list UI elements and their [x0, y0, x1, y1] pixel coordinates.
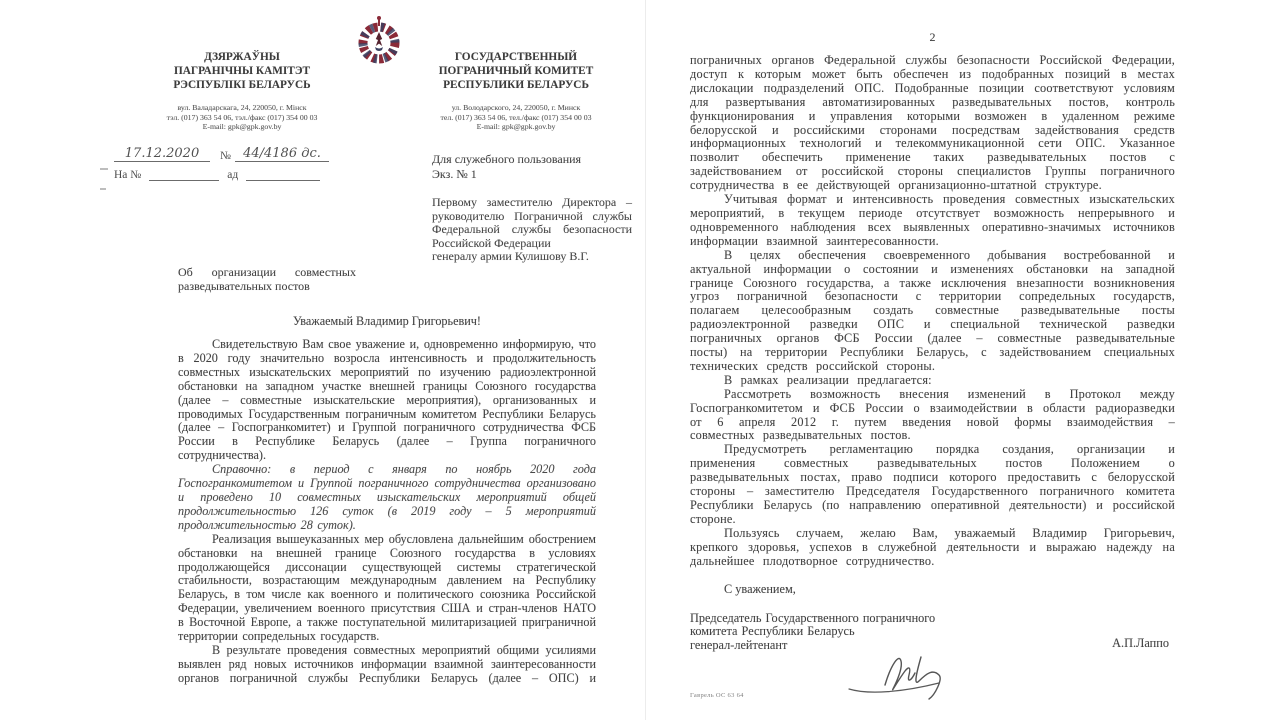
org-name-line: ГОСУДАРСТВЕННЫЙ [454, 51, 578, 63]
ref-no-label: № [220, 150, 231, 162]
signer-position-line: комитета Республики Беларусь [690, 624, 855, 639]
org-address-line: ул. Володарского, 24, 220050, г. Минск [451, 103, 581, 112]
body-paragraph: пограничных органов Федеральной службы безопасности Российской Федерации, доступ к которым может быть обеспечен из подобранных позиций в местах дислокации подразделений ОПС. Подобранные позиции соответствуют условиям для развертывания автоматизированных разведывательных постов, контроль функционирования и управления которыми возможен в удаленном режиме белорусской и российскими сторонами посредствам задействования средств информационных технологий и телекоммуникационной сети ОПС. Указанное позволит обеспечить применение таких разведывательных постов с задействованием от российской стороны специалистов Группы пограничного сотрудничества в ее действующей организационно-штатной структуре. [690, 53, 1175, 193]
org-name-line: РЕСПУБЛИКИ БЕЛАРУСЬ [443, 79, 589, 91]
signer-position-line: генерал-лейтенант [690, 637, 788, 652]
body-paragraph: Пользуясь случаем, желаю Вам, уважаемый Владимир Григорьевич, крепкого здоровья, успехов в служебной деятельности и выражаю надежду на дальнейшее плодотворное сотрудничество. [690, 525, 1175, 568]
subject-line: Об организации совместных [178, 265, 356, 279]
body-paragraph: Предусмотреть регламентацию порядка создания, организации и применения совместных разведывательных постов Положением о разведывательных постах, право подписи которого предоставить с белорусской стороны – заместителю Председателя Государственного пограничного комитета Республики Беларусь (по направлению оперативной деятельности) и российской стороне. [690, 442, 1175, 526]
body-paragraph: В рамках реализации предлагается: [724, 372, 932, 387]
copy-number-line: Экз. № 1 [432, 167, 477, 181]
closing: С уважением, [724, 581, 796, 596]
handwritten-signature [843, 645, 983, 710]
org-address-line: вул. Валадарскага, 24, 220050, г. Мінск [177, 103, 307, 112]
page-number: 2 [929, 30, 936, 44]
reference-note: Справочно: в период с января по ноябрь 2020 года Госпогранкомитетом и Группой пограничного сотрудничества организовано и проведено 10 совместных изыскательских мероприятий общей продолжительностью 126 суток (в 2019 году – 5 мероприятий продолжительностью 28 суток). [178, 462, 596, 532]
org-block-russian [418, 14, 614, 132]
outgoing-reference-block [114, 146, 364, 187]
scan-artifact [100, 168, 108, 170]
body-paragraph: В результате проведения совместных мероприятий общими усилиями выявлен ряд новых источников информации взаимной заинтересованности органов пограничной службы Республики Беларусь (далее – ОПС) и [178, 642, 596, 685]
body-paragraph: Учитывая формат и интенсивность проведения совместных изыскательских мероприятий, в текущем периоде отсутствует возможность непрерывного и одновременного наблюдения всех выявленных оперативно-значимых источников информации взаимной заинтересованности. [690, 192, 1175, 248]
addressee-line: руководителю Пограничной службы [432, 208, 632, 223]
scan-artifact [100, 188, 106, 190]
signer-position-line: Председатель Государственного пограничного [690, 610, 936, 625]
org-address-line: тел. (017) 363 54 06, тел./факс (017) 354 00 03 [440, 112, 592, 122]
letter-body-page-2 [690, 54, 1175, 652]
addressee-line: Первому заместителю Директора – [432, 195, 632, 209]
org-address-line: E-mail: gpk@gpk.gov.by [476, 122, 556, 132]
org-name-line: ПОГРАНИЧНЫЙ КОМИТЕТ [438, 65, 594, 77]
body-paragraph: Свидетельствую Вам свое уважение и, одновременно информирую, что в 2020 году значительно возросла интенсивность и продолжительность совместных изыскательских мероприятий по изучению радиоэлектронной обстановки на западном участке внешней границы Союзного государства (далее – совместные изыскательские мероприятия), организованных и проводимых Государственным пограничным комитетом Республики Беларусь (далее – Госпогранкомитет) и Группой пограничного сотрудничества ФСБ России в Республике Беларусь (далее – Группа пограничного сотрудничества). [178, 337, 596, 463]
subject-block [178, 266, 356, 294]
blank-line [246, 168, 320, 181]
org-block-belarusian [144, 14, 340, 132]
ref-number-handwritten: 44/4186 дс. [243, 146, 321, 161]
body-paragraph: В целях обеспечения своевременного добывания востребованной и актуальной информации о состоянии и изменениях обстановки на западной границе Союзного государства, а также исключения внезапности возникновения угроз пограничной безопасности с территории сопредельных государств, полагаем целесообразным создать совместные разведывательные посты радиоэлектронной разведки ОПС и специальной технической разведки пограничных органов ФСБ России (далее – совместные разведывательные посты) на территории Республики Беларусь, с задействованием специальных технических средств российской стороны. [690, 247, 1175, 373]
body-paragraph: Реализация вышеуказанных мер обусловлена дальнейшим обострением обстановки на внешней границе Союзного государства в условиях продолжающейся диссонации существующей системы стратегической стабильности, возрастающим международным давлением на Республику Беларусь, в том числе как военного и политического союзника Российской Федерации, увеличением военного присутствия США и стран-членов НАТО в Восточной Европе, а также поступательной милитаризацией приграничной территории сопредельных государств. [178, 531, 596, 644]
org-address-line: тэл. (017) 363 54 06, тэл./факс (017) 354 00 03 [166, 112, 318, 122]
reply-to-label: На № [114, 169, 142, 181]
letter-page-1 [100, 0, 646, 720]
letter-page-2 [648, 0, 1208, 720]
addressee-block [432, 196, 632, 264]
org-address-line: E-mail: gpk@gpk.gov.by [202, 122, 282, 132]
blank-line [149, 168, 219, 181]
classification-line: Для служебного пользования [432, 152, 582, 166]
reply-from-label: ад [227, 169, 239, 181]
addressee-line: Российской Федерации [432, 235, 551, 250]
signer-name: А.П.Лаппо [1112, 635, 1169, 650]
body-paragraph: Рассмотреть возможность внесения изменений в Протокол между Госпогранкомитетом и ФСБ России о взаимодействии в области радиоразведки от 6 апреля 2012 г. путем введения новой формы взаимодействия – совместных разведывательных постов. [690, 386, 1175, 443]
classification-stamp [432, 152, 581, 182]
org-name-line: РЭСПУБЛІКІ БЕЛАРУСЬ [173, 79, 311, 91]
letter-body-page-1 [178, 338, 596, 686]
executor-note: Гаврель ОС 63 64 [690, 692, 744, 699]
org-name-line: ПАГРАНІЧНЫ КАМІТЭТ [173, 65, 311, 77]
addressee-line: Федеральной службы безопасности [432, 222, 632, 237]
ref-date-handwritten: 17.12.2020 [124, 146, 200, 161]
subject-line: разведывательных постов [178, 278, 310, 293]
salutation: Уважаемый Владимир Григорьевич! [293, 314, 481, 328]
addressee-line: генералу армии Кулишову В.Г. [432, 249, 589, 264]
org-name-line: ДЗЯРЖАЎНЫ [204, 51, 280, 63]
belarus-state-emblem-icon [355, 14, 403, 68]
